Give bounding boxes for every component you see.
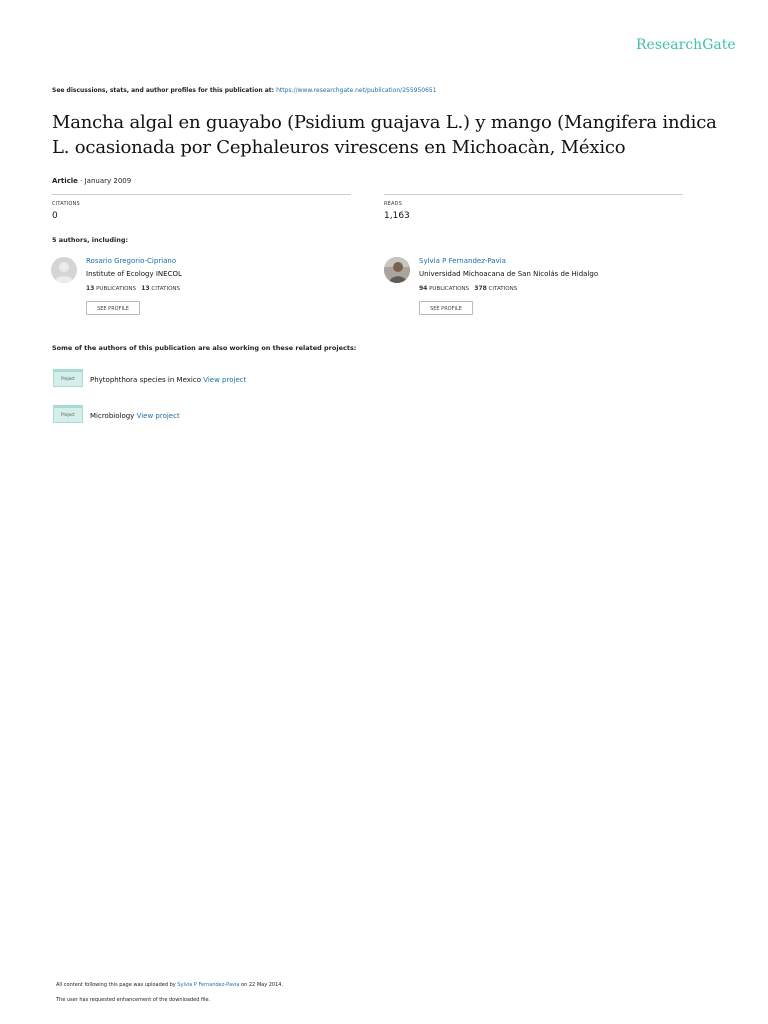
citations-count: 13 <box>141 285 150 292</box>
upload-note-prefix: All content following this page was uploaded by <box>56 982 176 988</box>
discussion-text: See discussions, stats, and author profiles for this publication at: <box>52 87 275 94</box>
enhancement-note: The user has requested enhancement of the downloaded file. <box>56 997 211 1003</box>
reads-value: 1,163 <box>384 211 410 221</box>
divider <box>384 194 683 195</box>
project-item <box>90 376 246 384</box>
discussion-line <box>52 87 437 94</box>
upload-note <box>56 982 283 988</box>
authors-heading: 5 authors, including: <box>52 236 129 244</box>
publications-label: PUBLICATIONS <box>96 286 137 292</box>
citations-value: 0 <box>52 211 58 221</box>
upload-note-suffix: on 22 May 2014. <box>241 982 284 988</box>
citations-label: CITATIONS <box>151 286 181 292</box>
citations-label: CITATIONS <box>488 286 518 292</box>
project-item <box>90 412 180 420</box>
default-avatar-icon[interactable] <box>51 257 77 283</box>
project-folder-icon: Project <box>53 405 83 423</box>
author-stats <box>86 285 180 292</box>
reads-label: READS <box>384 201 403 207</box>
citations-count: 378 <box>474 285 487 292</box>
publications-label: PUBLICATIONS <box>429 286 470 292</box>
publications-count: 13 <box>86 285 95 292</box>
author-name-link[interactable]: Rosario Gregorio-Cipriano <box>86 257 177 265</box>
publication-date: · January 2009 <box>80 177 132 185</box>
author-institution: Institute of Ecology INECOL <box>86 270 182 278</box>
citations-label: CITATIONS <box>52 201 80 207</box>
project-folder-icon: Project <box>53 369 83 387</box>
publication-title: Mancha algal en guayabo (Psidium guajava L.) y mango (Mangifera indica L. ocasionada por Cephaleuros virescens en Michoacàn, México <box>52 112 717 158</box>
see-profile-button[interactable]: SEE PROFILE <box>419 301 473 315</box>
uploader-link[interactable]: Sylvia P Fernandez-Pavia <box>177 982 240 988</box>
divider <box>52 194 351 195</box>
publication-type: Article <box>52 177 78 185</box>
publication-url-link[interactable]: https://www.researchgate.net/publication/255950651 <box>276 87 437 94</box>
view-project-link[interactable]: View project <box>203 376 247 384</box>
photo-avatar-icon[interactable] <box>384 257 410 283</box>
project-name: Phytophthora species in Mexico <box>90 376 201 384</box>
author-institution: Universidad Michoacana de San Nicolás de Hidalgo <box>419 270 599 278</box>
author-stats <box>419 285 517 292</box>
see-profile-button[interactable]: SEE PROFILE <box>86 301 140 315</box>
project-name: Microbiology <box>90 412 135 420</box>
publication-meta <box>52 177 131 185</box>
researchgate-logo[interactable]: ResearchGate <box>636 37 736 53</box>
projects-heading: Some of the authors of this publication are also working on these related projects: <box>52 344 357 352</box>
publications-count: 94 <box>419 285 428 292</box>
view-project-link[interactable]: View project <box>136 412 180 420</box>
author-name-link[interactable]: Sylvia P Fernandez-Pavia <box>419 257 506 265</box>
